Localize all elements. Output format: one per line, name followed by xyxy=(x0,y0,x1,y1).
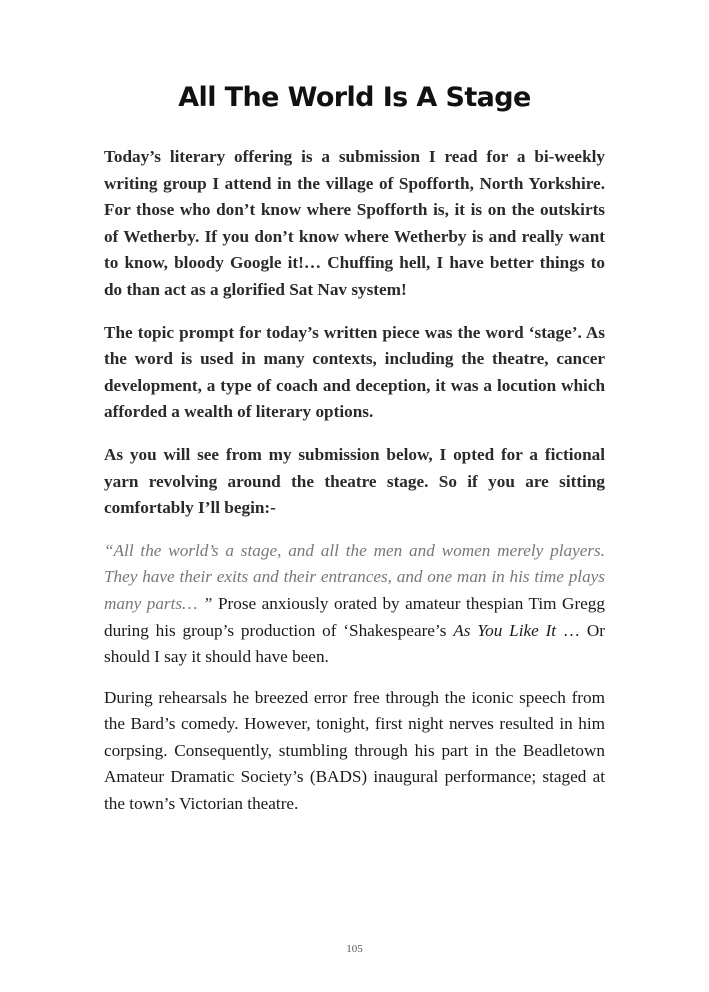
story-text-before-title: Prose anxiously orated by amateur thespian Tim Gregg during his group’s production of ‘Shakespeare’s xyxy=(104,593,605,640)
paragraph-story-opening xyxy=(104,538,605,671)
shakespeare-quote: “All the world’s a stage, and all the men and women merely players. They have their exits and their entrances, and one man in his time plays many parts… xyxy=(104,540,605,613)
paragraph-intro: Today’s literary offering is a submission I read for a bi-weekly writing group I attend in the village of Spofforth, North Yorkshire. For those who don’t know where Spofforth is, it is on the outskirts of Wetherby. If you don’t know where Wetherby is and really want to know, bloody Google it!… Chuffing hell, I have better things to do than act as a glorified Sat Nav system! xyxy=(104,147,605,299)
paragraph-topic-prompt: The topic prompt for today’s written piece was the word ‘stage’. As the word is used in many contexts, including the theatre, cancer development, a type of coach and deception, it was a locution which afforded a wealth of literary options. xyxy=(104,322,605,422)
body-text xyxy=(104,144,605,834)
paragraph-submission-intro: As you will see from my submission below, I opted for a fictional yarn revolving around the theatre stage. So if you are sitting comfortably I’ll begin:- xyxy=(104,444,605,518)
page-number: 105 xyxy=(346,943,363,955)
play-title: As You Like It xyxy=(453,620,557,640)
page-title: All The World Is A Stage xyxy=(178,82,531,113)
paragraph-rehearsals: During rehearsals he breezed error free through the iconic speech from the Bard’s comedy. However, tonight, first night nerves resulted in him corpsing. Consequently, stumbling through his part in the Beadletown Amateur Dramatic Society’s (BADS) inaugural performance; staged at the town’s Victorian theatre. xyxy=(104,687,605,814)
story-text-after-title: … Or should I say it should have been. xyxy=(104,620,606,667)
quote-close-mark: ” xyxy=(202,593,213,613)
